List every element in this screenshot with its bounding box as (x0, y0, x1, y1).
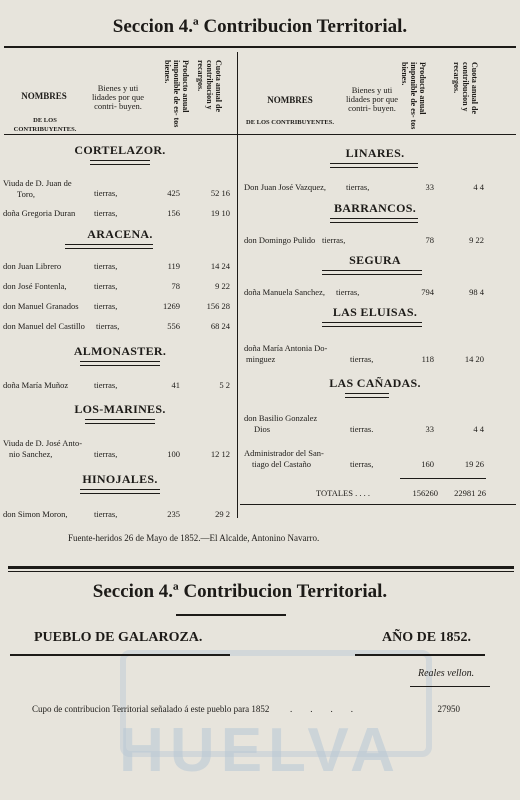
town-hinojales: HINOJALES. (82, 472, 158, 486)
header-bienes-left: Bienes y uti lidades por que contri- buyen. (92, 83, 144, 111)
town-las-canadas: LAS CAÑADAS. (329, 376, 421, 390)
town-los-marines: LOS-MARINES. (74, 402, 166, 416)
row-producto: 33 (425, 182, 434, 192)
row-name: don Manuel Granados (3, 301, 79, 311)
row-name: don Simon Moron, (3, 509, 68, 519)
row-name: doña Manuela Sanchez, (244, 287, 325, 297)
row-cuota: 5 2 (219, 380, 230, 390)
page-title: Seccion 4.ª Contribucion Territorial. (112, 16, 408, 37)
row-cuota: 4 4 (473, 182, 484, 192)
title-rule (4, 46, 516, 48)
town-cortelazor: CORTELAZOR. (74, 143, 166, 157)
row-cuota: 14 24 (210, 261, 230, 271)
town-ornament (322, 270, 422, 275)
cupo-text: Cupo de contribucion Territorial señalado á este pueblo para 1852 (32, 704, 270, 714)
row-bienes: tierras, (94, 449, 118, 459)
row-name: Administrador del San- tiago del Castaño (244, 448, 324, 469)
pueblo-label: PUEBLO DE GALAROZA. (34, 630, 203, 645)
row-cuota: 52 16 (210, 188, 230, 198)
town-ornament (80, 361, 160, 366)
row-bienes: tierras, (336, 287, 360, 297)
bottom-title: Seccion 4.ª Contribucion Territorial. (92, 581, 388, 602)
row-cuota: 12 12 (210, 449, 230, 459)
row-bienes: tierras, (322, 235, 346, 245)
row-name: Viuda de D. Juan de Toro, (3, 178, 72, 199)
pueblo-rule (10, 654, 230, 656)
ano-rule (355, 654, 485, 656)
row-cuota: 68 24 (210, 321, 230, 331)
town-aracena: ARACENA. (87, 227, 153, 241)
row-producto: 118 (421, 354, 434, 364)
row-name: don Domingo Pulido (244, 235, 316, 245)
row-cuota: 19 10 (210, 208, 230, 218)
town-ornament (90, 160, 150, 165)
row-producto: 156 (167, 208, 180, 218)
row-bienes: tierras, (94, 509, 118, 519)
row-bienes: tierras. (350, 424, 374, 434)
row-cuota: 14 20 (464, 354, 484, 364)
header-producto-right: Producto anual imponible de es- tos bienes. (400, 62, 427, 130)
totals-producto: 156260 (412, 488, 438, 498)
header-cuota-right: Cuota anual de contribucion y recargos. (452, 62, 479, 115)
row-cuota: 9 22 (215, 281, 230, 291)
row-name: doña Gregoria Duran (3, 208, 76, 218)
town-las-eluisas: LAS ELUISAS. (332, 305, 418, 319)
row-producto: 235 (167, 509, 180, 519)
totals-label: TOTALES . . . . (316, 488, 370, 498)
header-de-los-left: DE LOS CONTRIBUYENTES. (13, 117, 77, 133)
row-cuota: 156 28 (206, 301, 230, 311)
header-bienes-right: Bienes y uti lidades por que contri- buyen. (346, 85, 398, 113)
totals-cuota: 22981 26 (454, 488, 486, 498)
row-bienes: tierras, (94, 261, 118, 271)
row-cuota: 29 2 (215, 509, 230, 519)
town-ornament (345, 393, 389, 398)
header-nombres-right: NOMBRES (267, 95, 313, 105)
row-bienes: tierras, (346, 182, 370, 192)
row-bienes: tierras, (94, 188, 118, 198)
row-cuota: 4 4 (473, 424, 484, 434)
row-producto: 1269 (163, 301, 180, 311)
header-de-los-right: DE LOS CONTRIBUYENTES. (246, 119, 334, 126)
row-producto: 78 (425, 235, 434, 245)
row-producto: 78 (171, 281, 180, 291)
watermark-text: HUELVA (119, 716, 401, 785)
town-ornament (65, 244, 153, 249)
row-name: doña María Antonia Do- minguez (244, 343, 328, 364)
row-producto: 100 (167, 449, 180, 459)
town-linares: LINARES. (345, 146, 405, 160)
row-cuota: 9 22 (469, 235, 484, 245)
signature-line: Fuente-heridos 26 de Mayo de 1852.—El Alcalde, Antonino Navarro. (68, 533, 320, 543)
row-name: don Basilio Gonzalez Dios (244, 413, 318, 434)
row-producto: 41 (171, 380, 180, 390)
row-name: Don Juan José Vazquez, (244, 182, 326, 192)
row-producto: 425 (167, 188, 180, 198)
town-almonaster: ALMONASTER. (73, 344, 167, 358)
column-divider (237, 52, 238, 518)
town-ornament (330, 163, 418, 168)
reales-label: Reales vellon. (418, 668, 475, 679)
row-cuota: 19 26 (464, 459, 484, 469)
town-segura: SEGURA (349, 253, 401, 267)
row-bienes: tierras, (350, 354, 374, 364)
row-producto: 556 (167, 321, 180, 331)
row-cuota: 98 4 (469, 287, 484, 297)
header-nombres-left: NOMBRES (21, 91, 67, 101)
cupo-dots: .... (290, 704, 371, 714)
row-name: don Juan Librero (3, 261, 62, 271)
town-ornament (85, 419, 155, 424)
town-ornament (322, 322, 422, 327)
row-producto: 794 (421, 287, 434, 297)
row-bienes: tierras, (94, 380, 118, 390)
row-bienes: tierras, (94, 208, 118, 218)
row-bienes: tierras, (94, 301, 118, 311)
row-bienes: tierras, (96, 321, 120, 331)
row-producto: 33 (425, 424, 434, 434)
row-bienes: tierras, (350, 459, 374, 469)
row-producto: 160 (421, 459, 434, 469)
row-name: doña María Muñoz (3, 380, 69, 390)
town-ornament (80, 489, 160, 494)
cupo-value: 27950 (437, 704, 460, 714)
town-ornament (330, 218, 418, 223)
header-cuota-left: Cuota anual de contribucion y recargos. (196, 60, 223, 113)
row-producto: 119 (167, 261, 180, 271)
section-separator-thin (8, 571, 514, 572)
section-separator (8, 566, 514, 569)
header-rule (4, 134, 516, 135)
reales-rule (410, 686, 490, 687)
bottom-title-rule (176, 614, 286, 616)
header-producto-left: Producto anual imponible de es- tos bienes. (163, 60, 190, 128)
town-barrancos: BARRANCOS. (333, 201, 416, 215)
totals-bottom-rule (240, 504, 516, 505)
row-bienes: tierras, (94, 281, 118, 291)
row-name: don Manuel del Castillo (3, 321, 85, 331)
row-name: don José Fontenla, (3, 281, 67, 291)
row-name: Viuda de D. José Anto- nio Sanchez, (3, 438, 83, 459)
totals-rule (400, 478, 486, 479)
ano-label: AÑO DE 1852. (382, 630, 472, 645)
